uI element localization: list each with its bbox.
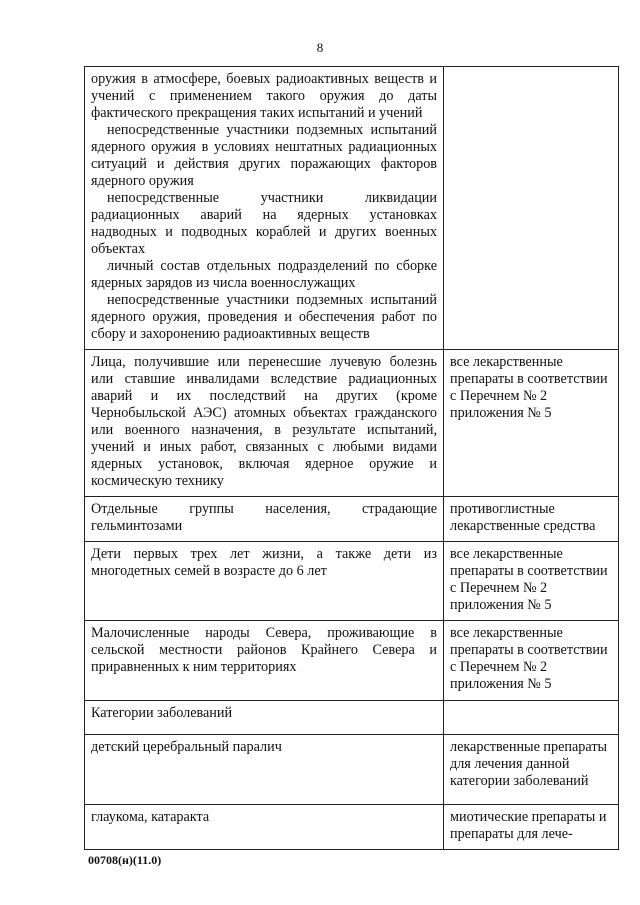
table-row: [85, 701, 619, 735]
medicine-cell: все лекарственные препараты в соответствии с Перечнем № 2 приложения № 5: [444, 621, 619, 701]
medicine-cell: все лекарственные препараты в соответствии с Перечнем № 2 приложения № 5: [444, 350, 619, 497]
disease-cell: глаукома, катаракта: [85, 805, 444, 850]
category-cell: [85, 350, 444, 497]
medicine-cell: [444, 701, 619, 735]
category-cell: [85, 497, 444, 542]
table-row: [85, 805, 619, 850]
section-heading: Категории заболеваний: [85, 701, 444, 735]
paragraph: оружия в атмосфере, боевых радиоактивных веществ и учений с применением такого оружия до даты фактического прекращения таких испытаний и учений: [91, 71, 437, 121]
paragraph: Лица, получившие или перенесшие лучевую болезнь или ставшие инвалидами вследствие радиационных аварий и их последствий на других (кроме Чернобыльской АЭС) атомных объектах гражданского или военного назначения, в результате испытаний, учений и иных работ, связанных с любыми видами ядерных установок, включая ядерное оружие и космическую технику: [91, 354, 437, 489]
paragraph: непосредственные участники подземных испытаний ядерного оружия в условиях нештатных радиационных ситуаций и действия других поражающих факторов ядерного оружия: [91, 122, 437, 189]
paragraph: непосредственные участники ликвидации радиационных аварий на ядерных установках надводных и подводных кораблей и других военных объектах: [91, 190, 437, 257]
document-code: 00708(н)(11.0): [88, 853, 162, 867]
medicine-cell: все лекарственные препараты в соответствии с Перечнем № 2 приложения № 5: [444, 542, 619, 621]
table-row: [85, 497, 619, 542]
category-cell: [85, 621, 444, 701]
benefits-table: [84, 66, 619, 850]
medicine-cell: лекарственные препараты для лечения данной категории заболеваний: [444, 735, 619, 805]
paragraph: Отдельные группы населения, страдающие гельминтозами: [91, 501, 437, 534]
disease-cell: детский церебральный паралич: [85, 735, 444, 805]
table-row: [85, 621, 619, 701]
paragraph: Малочисленные народы Севера, проживающие в сельской местности районов Крайнего Севера и приравненных к ним территориях: [91, 625, 437, 675]
medicine-cell: противоглистные лекарственные средства: [444, 497, 619, 542]
page-number: 8: [316, 40, 324, 55]
medicine-cell: миотические препараты и препараты для лече-: [444, 805, 619, 850]
medicine-cell: [444, 67, 619, 350]
table-row: [85, 542, 619, 621]
category-cell: [85, 542, 444, 621]
paragraph: Дети первых трех лет жизни, а также дети из многодетных семей в возрасте до 6 лет: [91, 546, 437, 579]
table-row: [85, 67, 619, 350]
category-cell: [85, 67, 444, 350]
paragraph: непосредственные участники подземных испытаний ядерного оружия, проведения и обеспечения работ по сбору и захоронению радиоактивных веществ: [91, 292, 437, 342]
table-row: [85, 350, 619, 497]
paragraph: личный состав отдельных подразделений по сборке ядерных зарядов из числа военнослужащих: [91, 258, 437, 291]
table-row: [85, 735, 619, 805]
